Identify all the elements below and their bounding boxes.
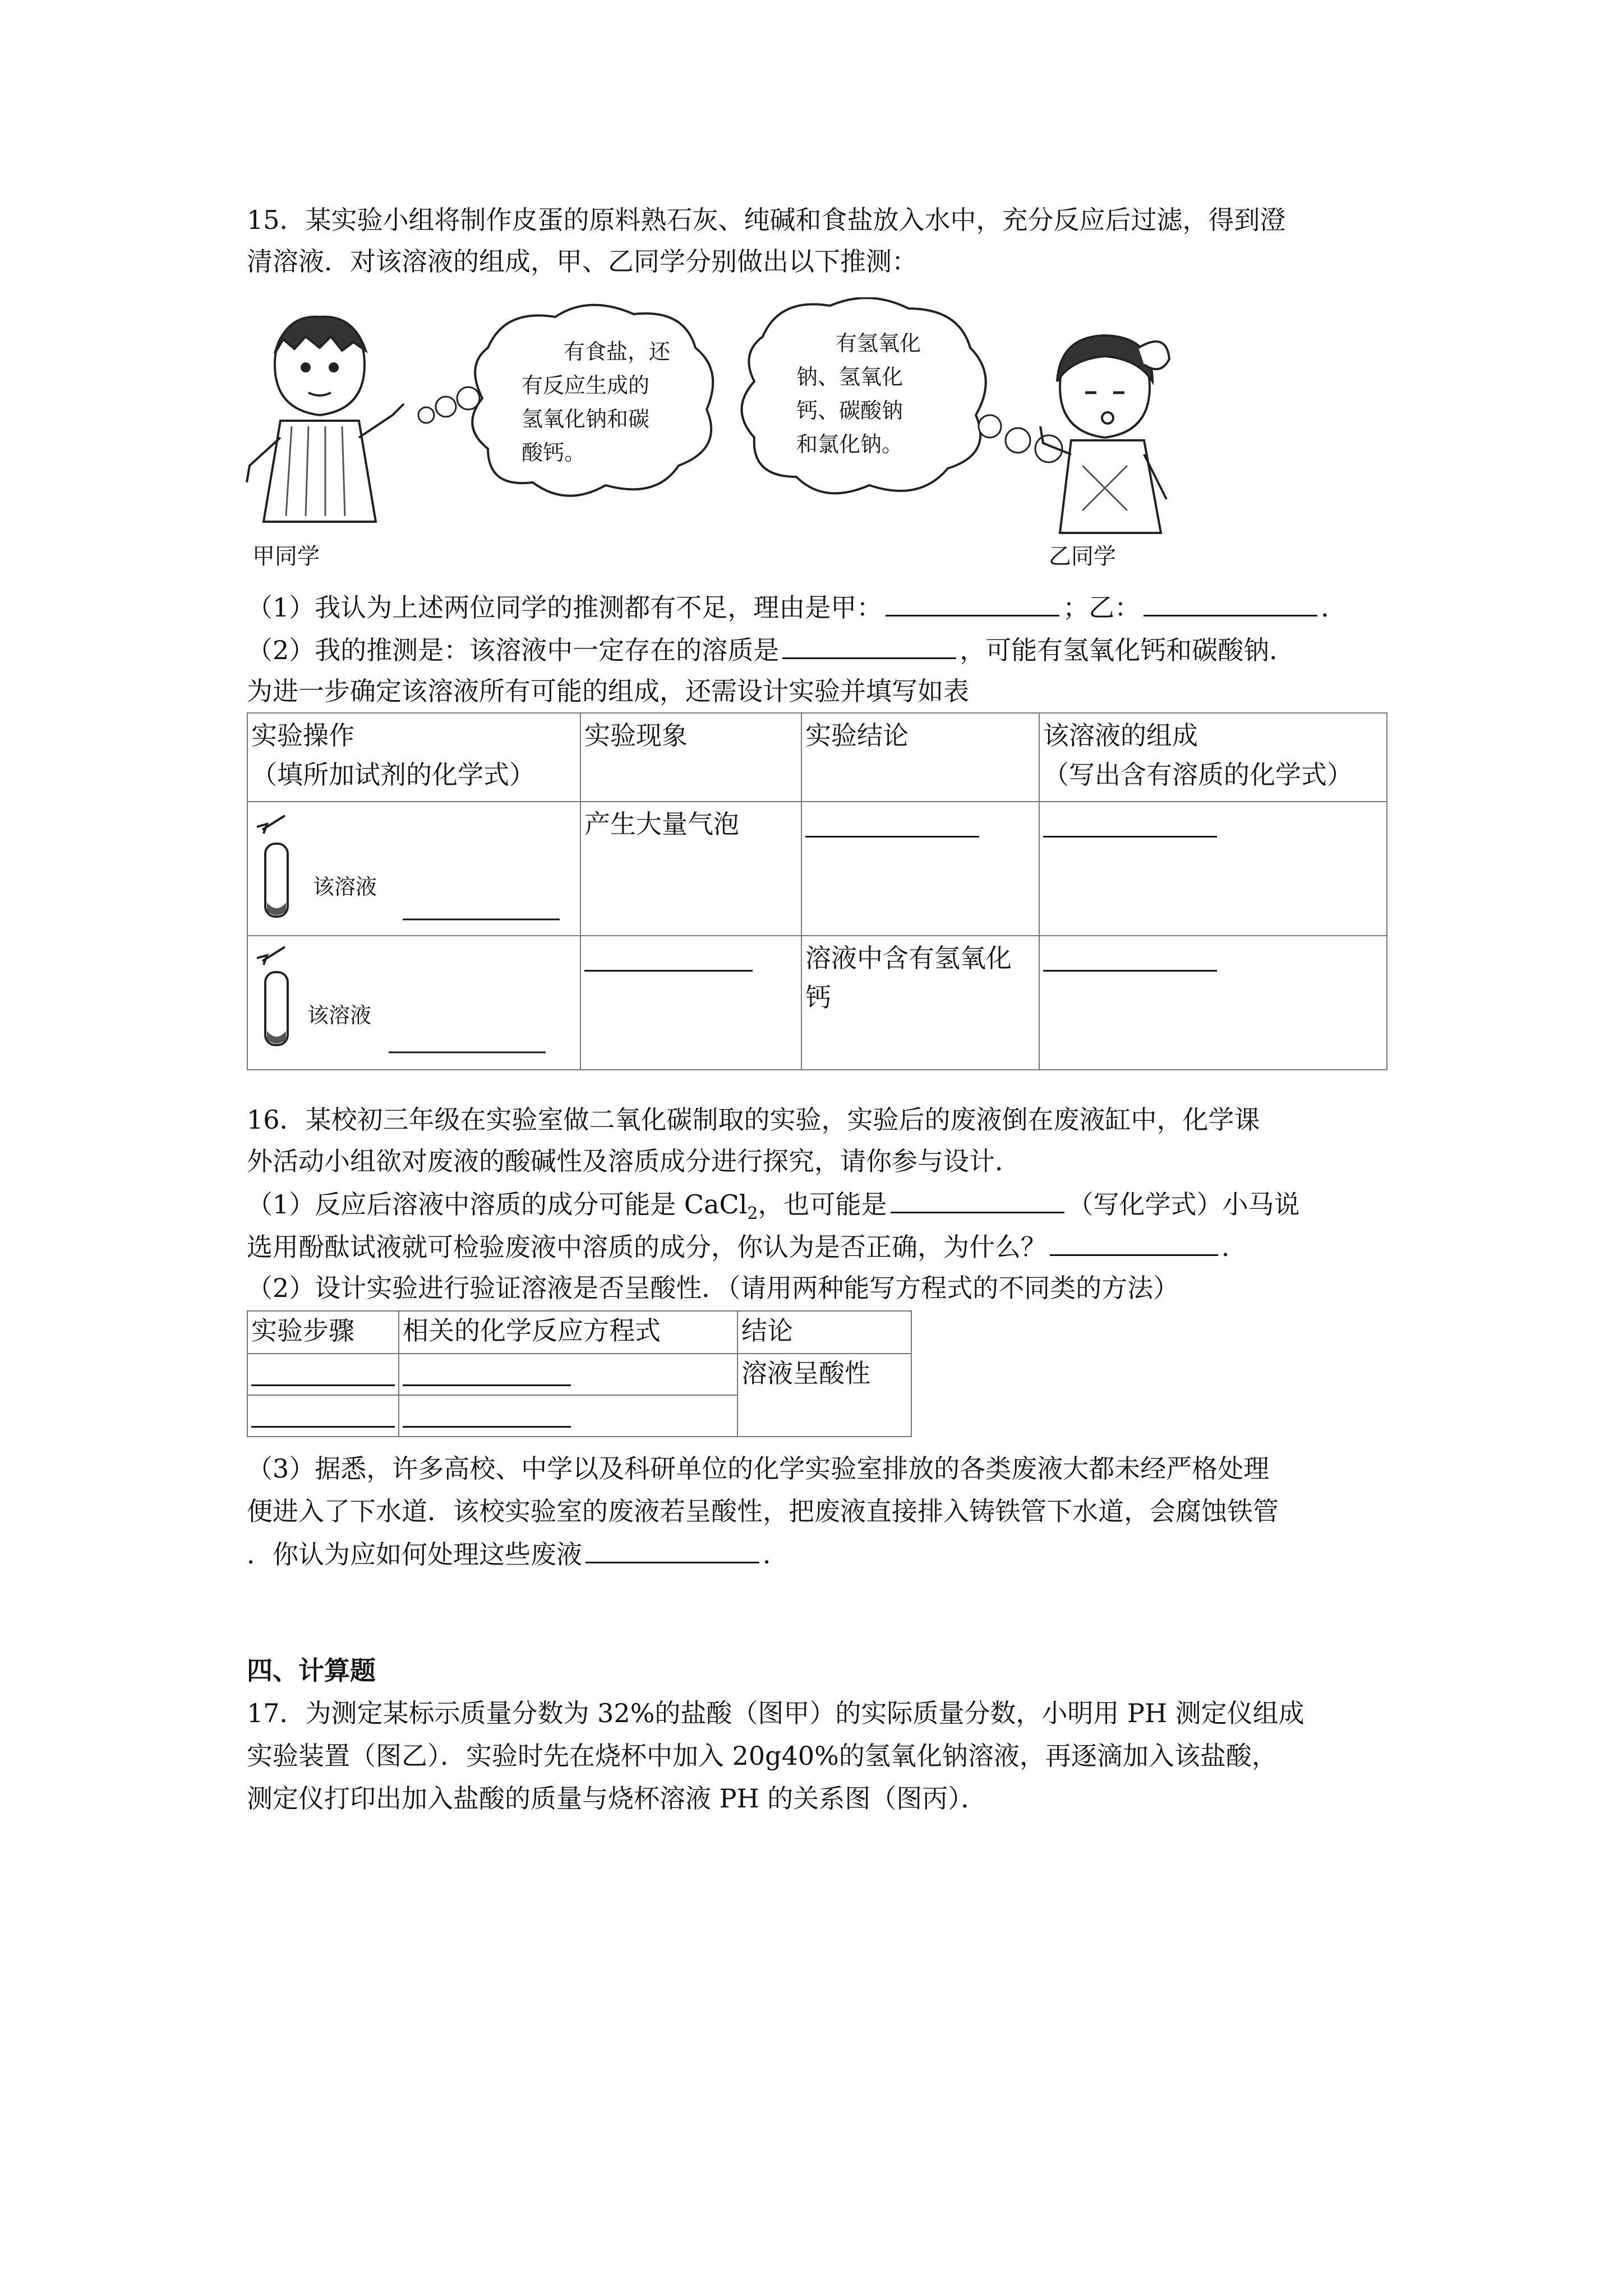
q16-row2-equation[interactable]: [399, 1395, 737, 1437]
q15-illustration: [241, 297, 1408, 578]
q16-part3-line2: 便进入了下水道．该校实验室的废液若呈酸性，把废液直接排入铸铁管下水道，会腐蚀铁管: [247, 1496, 1279, 1526]
q16-line2: 外活动小组欲对废液的酸碱性及溶质成分进行探究，请你参与设计．: [247, 1146, 1021, 1176]
q17-line3: 测定仪打印出加入盐酸的质量与烧杯溶液 PH 的关系图（图丙）．: [247, 1783, 987, 1814]
thought-bubble-left: [472, 305, 713, 496]
tube-label: 该溶液: [313, 875, 377, 899]
student-right-figure: [1040, 335, 1169, 533]
q15-row2-conclusion: 溶液中含有氢氧化钙: [801, 936, 1039, 1070]
answer-blank-jia[interactable]: [886, 590, 1059, 616]
student-left-label: 甲同学: [252, 544, 320, 569]
student-right-label: 乙同学: [1049, 544, 1116, 569]
q16-acidity-table: [247, 1310, 912, 1437]
q15-row1-composition[interactable]: [1039, 802, 1387, 936]
bubble-left-line2: 有反应生成的: [522, 373, 650, 398]
section-title-calculation: 四、计算题: [247, 1655, 376, 1686]
q15-row1-operation: [247, 802, 580, 936]
bubble-left-line1: 有食盐，还: [564, 339, 671, 364]
q16-row1-step[interactable]: [247, 1354, 399, 1395]
thought-bubble-right: [742, 298, 986, 493]
q16-part1-line2: 选用酚酞试液就可检验废液中溶质的成分，你认为是否正确，为什么？ ．: [247, 1230, 1247, 1264]
q15-line2: 清溶液．对该溶液的组成，甲、乙同学分别做出以下推测：: [247, 246, 917, 277]
answer-blank-disposal[interactable]: [585, 1537, 759, 1563]
bubble-right-line4: 和氯化钠。: [796, 432, 903, 457]
q16-line1: 16．某校初三年级在实验室做二氧化碳制取的实验，实验后的废液倒在废液缸中，化学课: [247, 1105, 1260, 1135]
q15-row2-phenomenon[interactable]: [580, 936, 801, 1070]
answer-blank-yi[interactable]: [1144, 590, 1317, 616]
q16-header-steps: 实验步骤: [247, 1311, 399, 1354]
q15-header-conclusion: 实验结论: [801, 713, 1039, 802]
bubble-left-line3: 氢氧化钠和碳: [522, 407, 650, 431]
q16-row2-step[interactable]: [247, 1395, 399, 1437]
answer-blank-solute[interactable]: [782, 633, 956, 659]
q15-row2-operation: [247, 936, 580, 1070]
q16-header-conclusion: 结论: [737, 1311, 911, 1354]
bubble-left-line4: 酸钙。: [522, 440, 586, 465]
q16-row1-equation[interactable]: [399, 1354, 737, 1395]
student-left-figure: [247, 317, 404, 522]
bubble-right-line1: 有氢氧化: [836, 331, 921, 356]
q15-part2: （2）我的推测是：该溶液中一定存在的溶质是 ，可能有氢氧化钙和碳酸钠．: [247, 633, 1295, 667]
q16-part3-line3: ．你认为应如何处理这些废液 ．: [247, 1537, 789, 1571]
test-tube-icon-2: [251, 938, 565, 1056]
q17-line1: 17．为测定某标示质量分数为 32%的盐酸（图甲）的实际质量分数，小明用 PH 测定仪组成: [247, 1698, 1304, 1728]
q15-header-composition: 该溶液的组成 （写出含有溶质的化学式）: [1039, 713, 1387, 802]
q15-line1: 15．某实验小组将制作皮蛋的原料熟石灰、纯碱和食盐放入水中，充分反应后过滤，得到澄: [247, 205, 1286, 235]
test-tube-icon: [251, 804, 565, 922]
q15-header-phenomenon: 实验现象: [580, 713, 801, 802]
q16-part2: （2）设计实验进行验证溶液是否呈酸性．（请用两种能写方程式的不同类的方法）: [247, 1273, 1179, 1303]
q15-row1-conclusion[interactable]: [801, 802, 1039, 936]
bubble-right-line2: 钠、氢氧化: [796, 365, 903, 389]
q17-line2: 实验装置（图乙）．实验时先在烧杯中加入 20g40%的氢氧化钠溶液，再逐滴加入该盐酸，: [247, 1741, 1278, 1771]
q15-part2-line2: 为进一步确定该溶液所有可能的组成，还需设计实验并填写如表: [247, 676, 969, 706]
q16-conclusion-cell: 溶液呈酸性: [737, 1354, 911, 1437]
q15-row1-phenomenon: 产生大量气泡: [580, 802, 801, 936]
bubble-right-line3: 钙、碳酸钠: [796, 398, 903, 423]
answer-blank-phenolphthalein[interactable]: [1050, 1230, 1218, 1256]
q15-part1: （1）我认为上述两位同学的推测都有不足，理由是甲： ；乙： ．: [247, 590, 1347, 624]
q15-row2-composition[interactable]: [1039, 936, 1387, 1070]
q16-header-equation: 相关的化学反应方程式: [399, 1311, 737, 1354]
tube-label-2: 该溶液: [307, 1003, 372, 1028]
q15-experiment-table: [247, 712, 1387, 1070]
q16-part1: （1）反应后溶液中溶质的成分可能是 CaCl$_2$，也可能是 （写化学式）小马说: [247, 1187, 1300, 1231]
q16-part3-line1: （3）据悉，许多高校、中学以及科研单位的化学实验室排放的各类废液大都未经严格处理: [247, 1453, 1270, 1484]
answer-blank-formula[interactable]: [891, 1187, 1064, 1213]
q15-header-operation: 实验操作 （填所加试剂的化学式）: [247, 713, 580, 802]
